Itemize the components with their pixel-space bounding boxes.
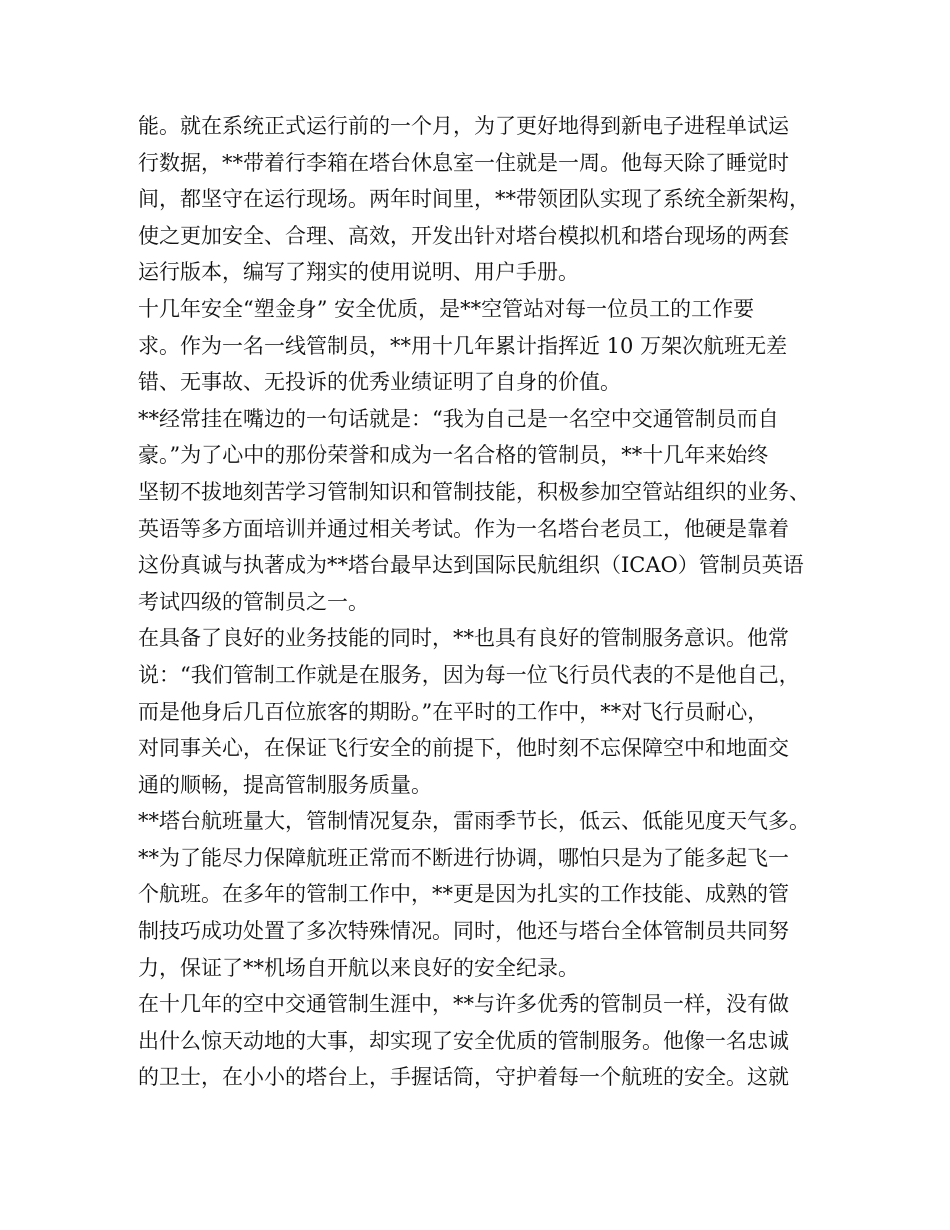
text-line: 的卫士，在小小的塔台上，手握话筒，守护着每一个航班的安全。这就 — [138, 1065, 789, 1090]
text-line: 说：“我们管制工作就是在服务，因为每一位飞行员代表的不是他自己， — [138, 662, 800, 687]
text-line: 个航班。在多年的管制工作中，**更是因为扎实的工作技能、成熟的管 — [138, 882, 789, 907]
text-line: 豪。”为了心中的那份荣誉和成为一名合格的管制员，**十几年来始终 — [138, 443, 769, 468]
text-line: 力，保证了**机场自开航以来良好的安全纪录。 — [138, 955, 579, 980]
text-line: 考试四级的管制员之一。 — [138, 589, 369, 614]
text-line: 制技巧成功处置了多次特殊情况。同时，他还与塔台全体管制员共同努 — [138, 919, 789, 944]
text-line: 这份真诚与执著成为**塔台最早达到国际民航组织（ICAO）管制员英语 — [138, 553, 804, 578]
text-line: 十几年安全“塑金身” 安全优质，是**空管站对每一位员工的工作要 — [138, 296, 755, 321]
text-line: 出什么惊天动地的大事，却实现了安全优质的管制服务。他像一名忠诚 — [138, 1028, 789, 1053]
text-line: 运行版本，编写了翔实的使用说明、用户手册。 — [138, 260, 579, 285]
text-line: 在十几年的空中交通管制生涯中，**与许多优秀的管制员一样，没有做 — [138, 992, 789, 1017]
text-line: 对同事关心，在保证飞行安全的前提下，他时刻不忘保障空中和地面交 — [138, 736, 789, 761]
text-line: 行数据，**带着行李箱在塔台休息室一住就是一周。他每天除了睡觉时 — [138, 150, 789, 175]
text-line: **经常挂在嘴边的一句话就是：“我为自己是一名空中交通管制员而自 — [138, 406, 779, 431]
text-line: 求。作为一名一线管制员，**用十几年累计指挥近 10 万架次航班无差 — [138, 333, 788, 358]
text-line: 间，都坚守在运行现场。两年时间里，**带领团队实现了系统全新架构， — [138, 187, 810, 212]
text-line: 英语等多方面培训并通过相关考试。作为一名塔台老员工，他硬是靠着 — [138, 516, 789, 541]
text-line: 在具备了良好的业务技能的同时，**也具有良好的管制服务意识。他常 — [138, 626, 789, 651]
text-line: 坚韧不拔地刻苦学习管制知识和管制技能，积极参加空管站组织的业务、 — [138, 479, 810, 504]
text-line: 使之更加安全、合理、高效，开发出针对塔台模拟机和塔台现场的两套 — [138, 223, 789, 248]
text-line: 能。就在系统正式运行前的一个月，为了更好地得到新电子进程单试运 — [138, 114, 789, 138]
text-line: 错、无事故、无投诉的优秀业绩证明了自身的价值。 — [138, 370, 621, 395]
text-line: 通的顺畅，提高管制服务质量。 — [138, 772, 432, 797]
text-line: **为了能尽力保障航班正常而不断进行协调，哪怕只是为了能多起飞一 — [138, 845, 789, 870]
text-line: **塔台航班量大，管制情况复杂，雷雨季节长，低云、低能见度天气多。 — [138, 809, 810, 834]
text-line: 而是他身后几百位旅客的期盼。”在平时的工作中，**对飞行员耐心， — [138, 699, 769, 724]
body-text — [138, 108, 828, 1096]
